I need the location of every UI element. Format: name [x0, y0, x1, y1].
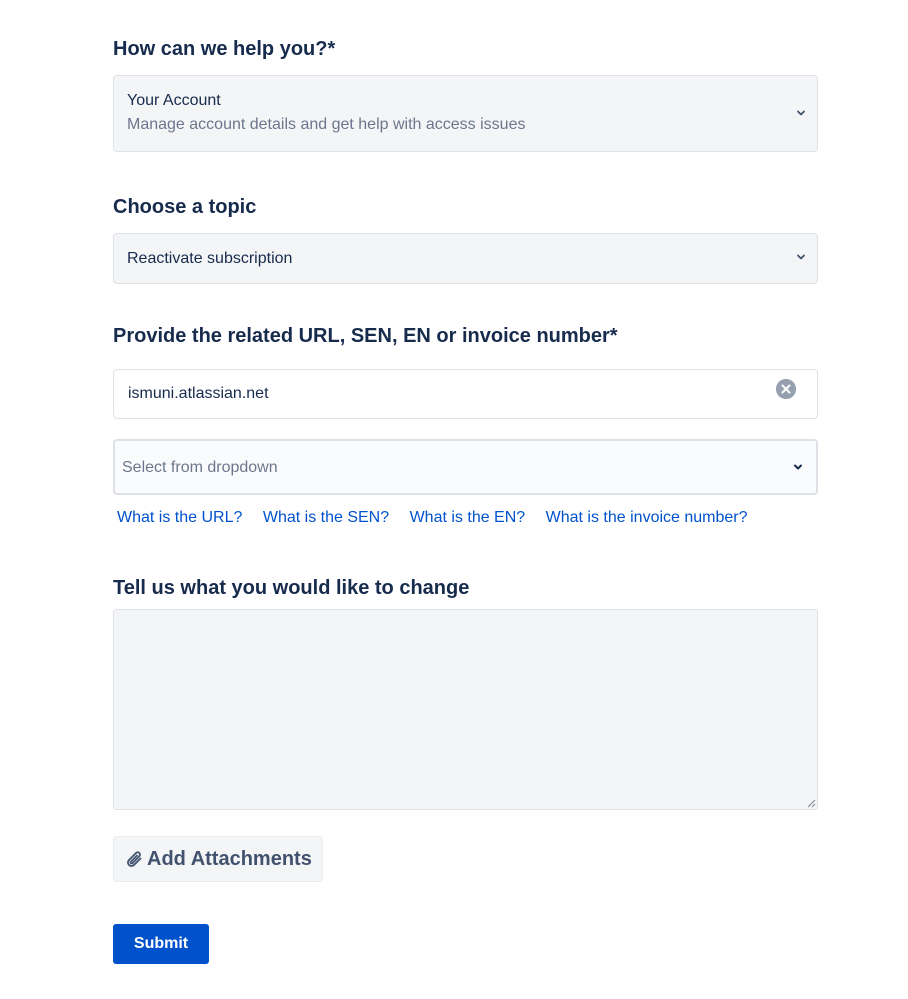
- clear-icon[interactable]: [776, 379, 796, 399]
- add-attachments-button[interactable]: [113, 836, 323, 882]
- help-category-value: Your Account: [127, 92, 221, 109]
- chevron-down-icon: [795, 251, 807, 263]
- paperclip-icon: [125, 850, 145, 870]
- submit-button[interactable]: Submit: [113, 924, 209, 964]
- resize-handle-icon[interactable]: [806, 798, 816, 808]
- topic-value: Reactivate subscription: [127, 250, 293, 267]
- change-label: Tell us what you would like to change: [113, 577, 470, 599]
- help-label: How can we help you?*: [113, 38, 336, 60]
- topic-label: Choose a topic: [113, 196, 257, 218]
- topic-select[interactable]: [113, 233, 818, 284]
- change-textarea[interactable]: [113, 609, 818, 810]
- add-attachments-label: Add Attachments: [147, 848, 312, 870]
- help-category-select[interactable]: [113, 75, 818, 152]
- chevron-down-icon: [792, 461, 804, 473]
- identifier-type-placeholder: Select from dropdown: [122, 459, 278, 476]
- link-what-is-url[interactable]: What is the URL?: [117, 509, 243, 526]
- link-what-is-sen[interactable]: What is the SEN?: [262, 509, 390, 526]
- identifier-label: Provide the related URL, SEN, EN or invoice number*: [113, 325, 618, 347]
- chevron-down-icon: [795, 107, 807, 119]
- identifier-value: ismuni.atlassian.net: [128, 385, 269, 402]
- link-what-is-invoice[interactable]: What is the invoice number?: [545, 509, 748, 526]
- identifier-type-select[interactable]: [113, 439, 818, 495]
- help-category-description: Manage account details and get help with access issues: [127, 116, 526, 133]
- help-links: [117, 509, 764, 527]
- identifier-input[interactable]: [113, 369, 818, 419]
- link-what-is-en[interactable]: What is the EN?: [409, 509, 526, 526]
